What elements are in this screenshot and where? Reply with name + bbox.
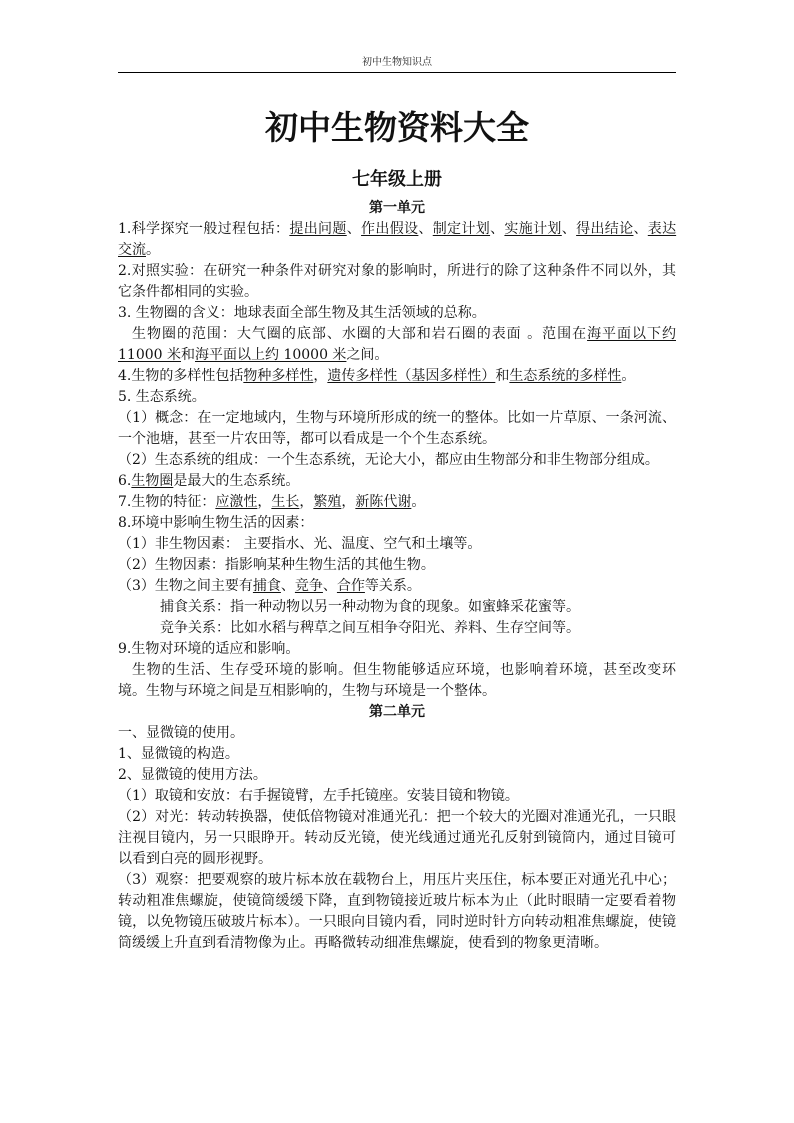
paragraph: （3）观察：把要观察的玻片标本放在载物台上，用压片夹压住，标本要正对通光孔中心；转动粗准焦螺旋，使镜筒缓缓下降，直到物镜接近玻片标本为止（此时眼睛一定要看着物镜，以免物镜压破玻片标本）。一只眼向目镜内看，同时逆时针方向转动粗准焦螺旋，使镜筒缓缓上升直到看清物像为止。再略微转动细准焦螺旋，使看到的物象更清晰。 <box>118 872 676 951</box>
underlined-term: 得出结论 <box>576 221 634 237</box>
paragraph: （2）对光：转动转换器，使低倍物镜对准通光孔：把一个较大的光圈对准通光孔，一只眼注视目镜内，另一只眼睁开。转动反光镜，使光线通过通光孔反射到镜筒内，通过目镜可以看到白亮的圆形视野。 <box>118 809 676 867</box>
text: 、 <box>490 221 505 237</box>
underlined-term: 实施计划 <box>504 221 562 237</box>
text: 、 <box>561 221 577 237</box>
paragraph <box>118 324 676 366</box>
document-title: 初中生物资料大全 <box>265 108 529 147</box>
underlined-term: 物种多样性 <box>243 368 314 384</box>
text: ， <box>299 494 314 510</box>
paragraph: （1）非生物因素： 主要指水、光、温度、空气和土壤等。 <box>118 536 482 552</box>
underlined-term: 海平面以下约 11000 米 <box>118 326 676 363</box>
underlined-term: 制定计划 <box>432 221 491 237</box>
text: （3）生物之间主要有 <box>118 578 253 594</box>
paragraph <box>118 492 676 513</box>
paragraph: 竞争关系：比如水稻与稗草之间互相争夺阳光、养料、生存空间等。 <box>160 620 580 636</box>
paragraph: 生物的生活、生存受环境的影响。但生物能够适应环境，也影响着环境，甚至改变环境。生物与环境之间是互相影响的，生物与环境是一个整体。 <box>118 662 676 699</box>
underlined-term: 表达交流 <box>118 221 677 258</box>
paragraph: 捕食关系：指一种动物以另一种动物为食的现象。如蜜蜂采花蜜等。 <box>160 599 580 615</box>
text: 、 <box>322 578 337 594</box>
grade-heading: 七年级上册 <box>352 169 442 190</box>
paragraph: 2、显微镜的使用方法。 <box>118 767 267 783</box>
text: 、 <box>280 578 295 594</box>
paragraph <box>118 219 676 261</box>
unit-heading: 第一单元 <box>369 200 425 216</box>
text: 和 <box>181 347 195 363</box>
document-body <box>118 198 676 954</box>
text: 等关系。 <box>364 578 421 594</box>
underlined-term: 生态系统的多样性 <box>509 368 622 384</box>
paragraph <box>118 366 676 387</box>
page-header: 初中生物知识点 <box>362 57 432 68</box>
paragraph: 5. 生态系统。 <box>118 389 206 405</box>
text: 、 <box>346 221 362 237</box>
text: 、 <box>633 221 648 237</box>
underlined-term: 作出假设 <box>361 221 419 237</box>
text: 。 <box>621 368 636 384</box>
underlined-term: 竞争 <box>294 578 323 594</box>
text: 和 <box>495 368 510 384</box>
text: 、 <box>418 221 433 237</box>
underlined-term: 合作 <box>336 578 365 594</box>
text: 1.科学探究一般过程包括： <box>118 221 290 237</box>
paragraph: 8.环境中影响生物生活的因素： <box>118 515 314 531</box>
text: ， <box>257 494 272 510</box>
text: 生物圈的范围：大气圈的底部、水圈的大部和岩石圈的表面 。范围在 <box>132 326 588 342</box>
paragraph <box>118 471 676 492</box>
underlined-term: 遗传多样性（基因多样性） <box>327 368 496 384</box>
paragraph: 2.对照实验：在研究一种条件对研究对象的影响时，所进行的除了这种条件不同以外，其它条件都相同的实验。 <box>118 263 676 300</box>
paragraph: （2）生物因素：指影响某种生物生活的其他生物。 <box>118 557 435 573</box>
paragraph: 一、显微镜的使用。 <box>118 725 244 741</box>
paragraph: （2）生态系统的组成：一个生态系统，无论大小，都应由生物部分和非生物部分组成。 <box>118 452 659 468</box>
text: 之间。 <box>346 347 389 363</box>
underlined-term: 捕食 <box>252 578 281 594</box>
paragraph: （1）取镜和安放：右手握镜臂，左手托镜座。安装目镜和物镜。 <box>118 788 519 804</box>
underlined-term: 新陈代谢 <box>355 494 412 510</box>
text: 7.生物的特征： <box>118 494 216 510</box>
paragraph: 1、显微镜的构造。 <box>118 746 239 762</box>
text: 6. <box>118 473 132 489</box>
underlined-term: 提出问题 <box>289 221 347 237</box>
paragraph: 9.生物对环境的适应和影响。 <box>118 641 300 657</box>
paragraph: （1）概念：在一定地域内，生物与环境所形成的统一的整体。比如一片草原、一条河流、一个池塘，甚至一片农田等，都可以看成是一个个生态系统。 <box>118 410 676 447</box>
underlined-term: 应激性 <box>215 494 258 510</box>
underlined-term: 繁殖 <box>313 494 342 510</box>
paragraph: 3. 生物圈的含义：地球表面全部生物及其生活领域的总称。 <box>118 305 486 321</box>
text: 。 <box>411 494 426 510</box>
underlined-term: 生长 <box>271 494 300 510</box>
unit-heading: 第二单元 <box>369 704 425 720</box>
text: 4.生物的多样性包括 <box>118 368 244 384</box>
paragraph <box>118 576 676 597</box>
underlined-term: 海平面以上约 10000 米 <box>195 347 347 363</box>
text: 是最大的生态系统。 <box>173 473 300 489</box>
header-rule <box>118 72 676 73</box>
text: ， <box>313 368 328 384</box>
text: ， <box>341 494 356 510</box>
underlined-term: 生物圈 <box>131 473 174 489</box>
text: 。 <box>146 242 160 258</box>
